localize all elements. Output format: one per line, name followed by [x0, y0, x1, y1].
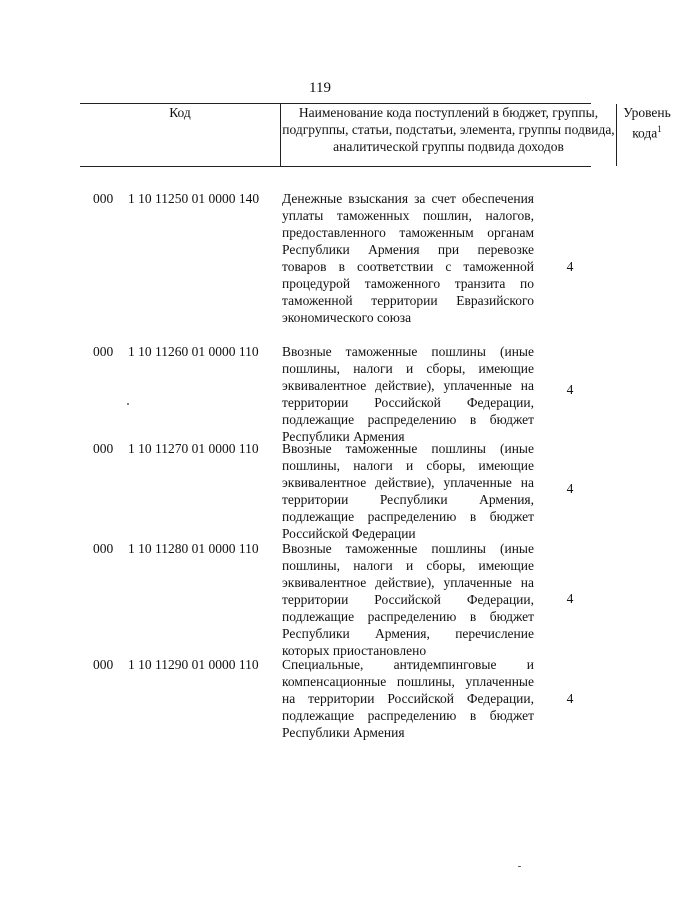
scan-speck	[518, 866, 521, 867]
row-code: 1 10 11270 01 0000 110	[128, 441, 259, 456]
row-prefix: 000	[93, 441, 114, 456]
row-name: Специальные, антидемпинговые и компенсационные пошлины, уплаченные на территории Российской Федерации, подлежащие распределению в бюджет Республики Армения	[282, 657, 534, 740]
row-prefix: 000	[93, 657, 114, 672]
header-name: Наименование кода поступлений в бюджет, группы, подгруппы, статьи, подстатьи, элемента, группы подвида, аналитической группы подвида доходов	[280, 104, 617, 166]
page-number: 119	[309, 80, 331, 96]
row-level: 4	[566, 691, 574, 706]
row-name: Ввозные таможенные пошлины (иные пошлины, налоги и сборы, имеющие эквивалентное действие), уплаченные на территории Российской Федерации, подлежащие распределению в бюджет Республики Армения	[282, 344, 534, 444]
row-name: Денежные взыскания за счет обеспечения уплаты таможенных пошлин, налогов, предоставленного таможенным органам Республики Армения при перевозке товаров в соответствии с таможенной процедурой таможенного транзита по таможенной территории Евразийского экономического союза	[282, 191, 534, 325]
row-level: 4	[566, 481, 574, 496]
row-prefix: 000	[93, 541, 114, 556]
row-prefix: 000	[93, 191, 114, 206]
row-code: 1 10 11280 01 0000 110	[128, 541, 259, 556]
row-code: 1 10 11290 01 0000 110	[128, 657, 259, 672]
row-name: Ввозные таможенные пошлины (иные пошлины, налоги и сборы, имеющие эквивалентное действие), уплаченные на территории Российской Федерации, подлежащие распределению в бюджет Республики Армения, перечисление которых приостановлено	[282, 541, 534, 658]
row-level: 4	[566, 382, 574, 397]
row-level: 4	[566, 259, 574, 274]
row-prefix: 000	[93, 344, 114, 359]
scan-speck	[127, 403, 129, 405]
row-code: 1 10 11250 01 0000 140	[128, 191, 260, 206]
row-code: 1 10 11260 01 0000 110	[128, 344, 259, 359]
header-level	[617, 104, 677, 142]
header-level-label: Уровень кода	[623, 105, 671, 141]
table-header	[80, 103, 671, 167]
row-name: Ввозные таможенные пошлины (иные пошлины, налоги и сборы, имеющие эквивалентное действие), уплаченные на территории Республики Армения, подлежащие распределению в бюджет Российской Федерации	[282, 441, 534, 541]
footnote-marker: 1	[657, 124, 662, 134]
header-code: Код	[169, 105, 191, 120]
row-level: 4	[566, 591, 574, 606]
